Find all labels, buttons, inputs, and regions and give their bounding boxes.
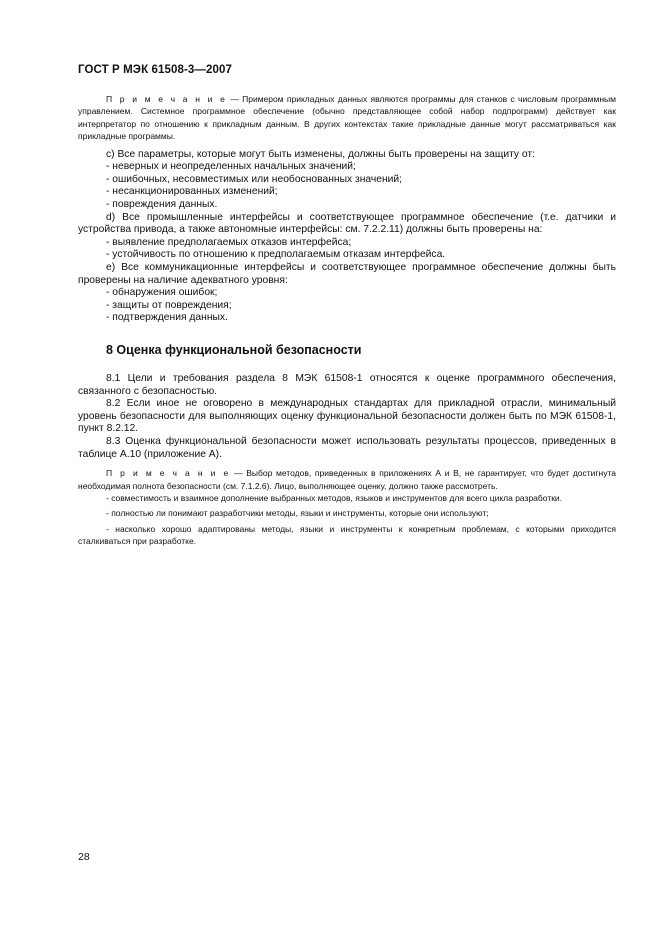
- note-bullet: - насколько хорошо адаптированы методы, языки и инструменты к конкретным проблемам, с которыми приходится сталкиваться при разработке.: [78, 523, 616, 547]
- list-item: - защиты от повреждения;: [106, 299, 232, 311]
- list-item: - обнаружения ошибок;: [106, 287, 218, 299]
- list-item: - неверных и неопределенных начальных значений;: [106, 161, 356, 173]
- list-item: - повреждения данных.: [106, 199, 218, 210]
- paragraph-8-1: 8.1 Цели и требования раздела 8 МЭК 61508-1 относятся к оценке программного обеспечения, связанного с безопасностью.: [78, 372, 616, 397]
- paragraph-8-3: 8.3 Оценка функциональной безопасности может использовать результаты процессов, приведенных в таблице А.10 (приложение А).: [78, 435, 616, 460]
- note-text: — Выбор методов, приведенных в приложениях А и В, не гарантирует, что будет достигнута необходимая полнота безопасности (см. 7.1.2.6). Лицо, выполняющее оценку, должно также рассмотреть.: [78, 468, 616, 491]
- list-item: - выявление предполагаемых отказов интерфейса;: [106, 236, 352, 248]
- page-body: [78, 93, 616, 548]
- note-text: — Примером прикладных данных являются программы для станков с числовым программным управлением. Системное программное обеспечение (обычно представляющее собой набор подпрограмм) действует как интерпретатор по отношению к прикладным данным. В других контекстах такие прикладные данные могут рассматриваться как прикладные программы.: [78, 94, 616, 142]
- item-c-intro: с) Все параметры, которые могут быть изменены, должны быть проверены на защиту от:: [106, 148, 535, 160]
- page-number: 28: [78, 851, 90, 863]
- list-item: - несанкционированных изменений;: [106, 186, 278, 198]
- list-item: - ошибочных, несовместимых или необоснованных значений;: [106, 173, 403, 185]
- paragraph-8-2: 8.2 Если иное не оговорено в международных стандартах для прикладной отрасли, минимальный уровень безопасности для выполняющих оценку функциональной безопасности должен быть по МЭК 61508-1, пункт 8.2.12.: [78, 398, 616, 435]
- list-item: - устойчивость по отношению к предполагаемым отказам интерфейса.: [106, 249, 446, 261]
- note-application-data: [78, 93, 616, 143]
- item-e-intro: е) Все коммуникационные интерфейсы и соответствующее программное обеспечение должны быть проверены на наличие адекватного уровня:: [78, 261, 616, 286]
- note-label: П р и м е ч а н и е: [106, 468, 231, 479]
- note-methods: [78, 467, 616, 492]
- section-heading: 8 Оценка функциональной безопасности: [106, 342, 362, 357]
- page-header-title: ГОСТ Р МЭК 61508-3—2007: [78, 64, 232, 76]
- note-bullet: - полностью ли понимают разработчики методы, языки и инструменты, которые они используют;: [106, 508, 489, 519]
- note-bullet: - совместимость и взаимное дополнение выбранных методов, языков и инструментов для всего цикла разработки.: [106, 492, 563, 503]
- note-label: П р и м е ч а н и е: [106, 94, 228, 104]
- item-d-intro: d) Все промышленные интерфейсы и соответствующее программное обеспечение (т.е. датчики и устройства привода, а также автономные интерфейсы: см. 7.2.2.11) должны быть проверены на:: [78, 211, 616, 236]
- list-item: - подтверждения данных.: [106, 312, 228, 324]
